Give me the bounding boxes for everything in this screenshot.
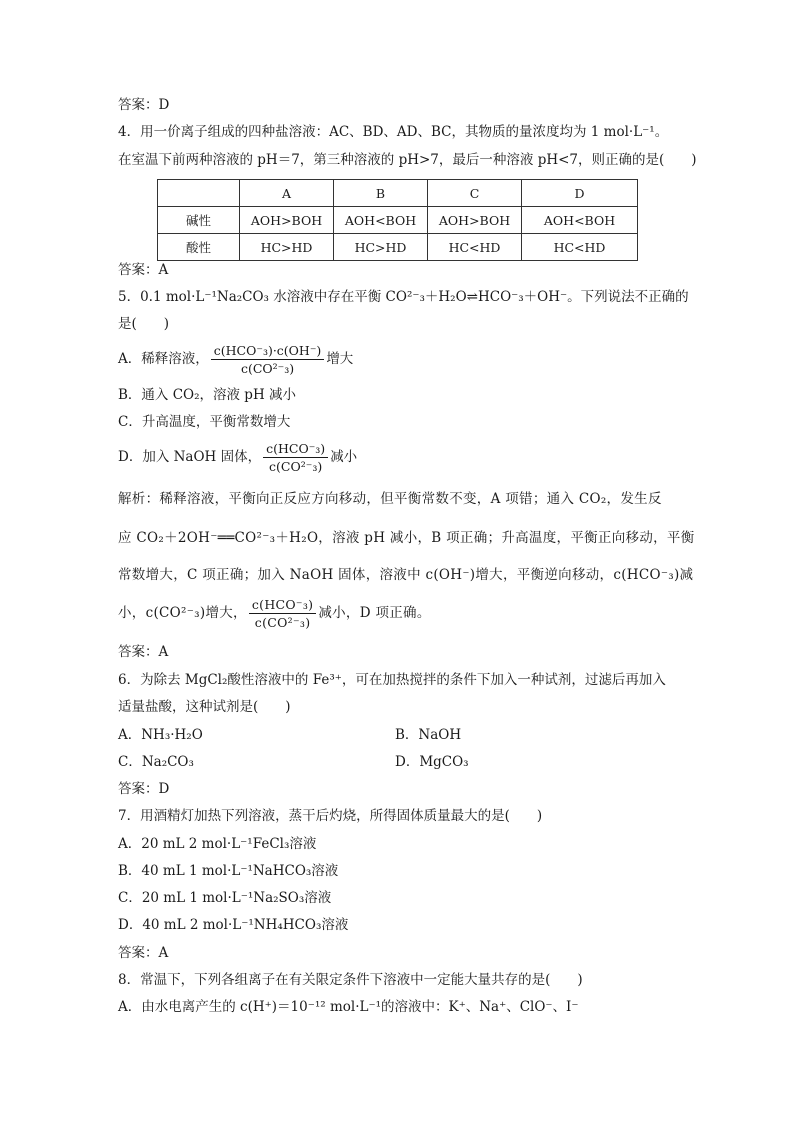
q6-option-d: D．MgCO₃ (395, 754, 469, 770)
denominator: c(CO²⁻₃) (240, 361, 295, 376)
table-cell: HC>HD (334, 234, 428, 261)
solution-line4 (118, 596, 431, 630)
q4-table (157, 179, 638, 261)
q5-option-b: B．通入 CO₂，溶液 pH 减小 (118, 387, 297, 403)
q6-text-line2: 适量盐酸，这种试剂是( ) (118, 699, 291, 715)
table-cell: HC>HD (240, 234, 334, 261)
answer-q6: 答案：D (118, 781, 170, 797)
table-header-row (158, 180, 638, 207)
q6-option-c: C．Na₂CO₃ (118, 754, 194, 770)
answer-q3: 答案：D (118, 97, 170, 113)
solution-line3: 常数增大，C 项正确；加入 NaOH 固体，溶液中 c(OH⁻)增大，平衡逆向移动，c(HCO⁻₃)减 (118, 567, 694, 583)
table-cell: AOH>BOH (428, 207, 522, 234)
solution-line2: 应 CO₂＋2OH⁻══CO²⁻₃＋H₂O，溶液 pH 减小，B 项正确；升高温度，平衡正向移动，平衡 (118, 530, 695, 546)
answer-q5: 答案：A (118, 644, 169, 660)
q8-text-line1: 8．常温下，下列各组离子在有关限定条件下溶液中一定能大量共存的是( ) (118, 972, 583, 988)
table-cell: C (428, 180, 522, 207)
q5-option-d (118, 440, 357, 474)
q5-text-line2: 是( ) (118, 316, 170, 332)
table-cell: A (240, 180, 334, 207)
option-text: 增大 (326, 351, 354, 367)
q5-text-line1: 5．0.1 mol·L⁻¹Na₂CO₃ 水溶液中存在平衡 CO²⁻₃＋H₂O⇌HCO⁻₃＋OH⁻。下列说法不正确的 (118, 289, 689, 305)
table-cell: D (522, 180, 638, 207)
denominator: c(CO²⁻₃) (269, 459, 323, 474)
fraction (263, 441, 328, 474)
q4-text-line1: 4．用一价离子组成的四种盐溶液：AC、BD、AD、BC，其物质的量浓度均为 1 mol·L⁻¹。 (118, 124, 669, 140)
numerator: c(HCO⁻₃) (249, 597, 316, 614)
q5-option-a (118, 342, 353, 376)
q5-option-c: C．升高温度，平衡常数增大 (118, 414, 291, 430)
table-cell (158, 180, 240, 207)
table-cell: 碱性 (158, 207, 240, 234)
answer-q4: 答案：A (118, 262, 169, 278)
option-text: A．稀释溶液， (118, 351, 209, 367)
table-row (158, 207, 638, 234)
q7-option-a: A．20 mL 2 mol·L⁻¹FeCl₃溶液 (118, 836, 317, 852)
table-cell: AOH<BOH (334, 207, 428, 234)
q7-option-b: B．40 mL 1 mol·L⁻¹NaHCO₃溶液 (118, 863, 339, 879)
solution-text: 减小，D 项正确。 (318, 605, 431, 621)
fraction (211, 343, 325, 376)
table-cell: 酸性 (158, 234, 240, 261)
table-cell: HC<HD (522, 234, 638, 261)
option-text: D．加入 NaOH 固体， (118, 449, 262, 465)
table-cell: B (334, 180, 428, 207)
solution-line1: 解析：稀释溶液，平衡向正反应方向移动，但平衡常数不变，A 项错；通入 CO₂，发生反 (118, 491, 662, 507)
q7-text-line1: 7．用酒精灯加热下列溶液，蒸干后灼烧，所得固体质量最大的是( ) (118, 808, 543, 824)
q4-text-line2: 在室温下前两种溶液的 pH＝7，第三种溶液的 pH>7，最后一种溶液 pH<7，则正确的是( ) (118, 152, 697, 168)
q6-text-line1: 6．为除去 MgCl₂酸性溶液中的 Fe³⁺，可在加热搅拌的条件下加入一种试剂，过滤后再加入 (118, 672, 666, 688)
q7-option-c: C．20 mL 1 mol·L⁻¹Na₂SO₃溶液 (118, 890, 332, 906)
answer-q7: 答案：A (118, 945, 169, 961)
q8-option-a: A．由水电离产生的 c(H⁺)＝10⁻¹² mol·L⁻¹的溶液中：K⁺、Na⁺、ClO⁻、I⁻ (118, 999, 579, 1015)
table-cell: AOH>BOH (240, 207, 334, 234)
q6-option-a: A．NH₃·H₂O (118, 727, 203, 743)
numerator: c(HCO⁻₃) (263, 441, 328, 458)
q6-option-b: B．NaOH (395, 727, 462, 743)
table-cell: HC<HD (428, 234, 522, 261)
table-cell: AOH<BOH (522, 207, 638, 234)
table-row (158, 234, 638, 261)
fraction (249, 597, 316, 630)
solution-text: 小，c(CO²⁻₃)增大， (118, 605, 247, 621)
numerator: c(HCO⁻₃)·c(OH⁻) (211, 343, 325, 360)
denominator: c(CO²⁻₃) (254, 615, 311, 630)
option-text: 减小 (330, 449, 358, 465)
q7-option-d: D．40 mL 2 mol·L⁻¹NH₄HCO₃溶液 (118, 917, 349, 933)
